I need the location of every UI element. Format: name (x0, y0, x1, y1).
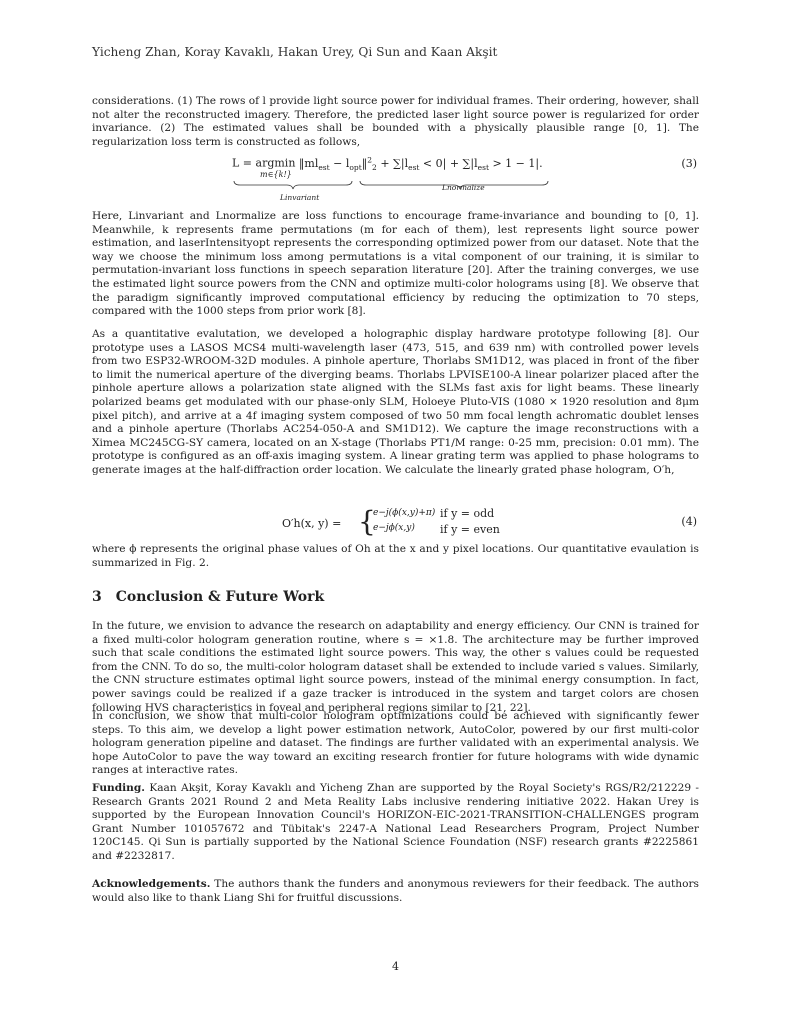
paragraph-text: where ϕ represents the original phase values of Oh at the x and y pixel locations. Our quantitative evaulation is summarized in Fig. 2. (92, 543, 699, 569)
section-heading (92, 589, 324, 605)
acknowledgements-paragraph (92, 878, 699, 911)
acknowledgements-label: Acknowledgements. (92, 878, 211, 890)
equation-number: (3) (681, 157, 697, 170)
paragraph-future-work (92, 620, 699, 721)
acknowledgements-text: The authors thank the funders and anonymous reviewers for their feedback. The authors would also like to thank Liang Shi for fruitful discussions. (92, 878, 699, 904)
paragraph-prototype (92, 328, 699, 484)
eq4-case2-expr: e−jϕ(x,y) (373, 523, 415, 533)
funding-paragraph (92, 782, 699, 870)
eq3-lhs: L = argmin (232, 156, 296, 170)
eq3-underbraces (232, 179, 552, 191)
paragraph-text: Here, Linvariant and Lnormalize are loss functions to encourage frame-invariance and bounding to [0, 1]. Meanwhile, k represents frame permutations (m for each of them), lest represents light source power estimation, and laserIntensityopt represents the corresponding optimized power from our dataset. Note that the way we choose the minimum loss among permutations is a vital component of our training, it is similar to permutation-invariant loss functions in speech separation literature [20]. After the training converges, we use the estimated light source powers from the CNN and optimize multi-color holograms using [8]. We observe that the paradigm significantly improved computational efficiency by reducing the optimization to 70 steps, compared with the 1000 steps from prior work [8]. (92, 210, 699, 318)
section-number: 3 (92, 589, 102, 605)
eq3-label-invariant: Linvariant (280, 193, 320, 202)
funding-text: Kaan Akşit, Koray Kavaklı and Yicheng Zhan are supported by the Royal Society's RGS/R2/212229 - Research Grants 2021 Round 2 and Meta Reality Labs inclusive rendering initiative 2022. Hakan Urey is supported by the European Innovation Council's HORIZON-EIC-2021-TRANSITION-CHALLENGES program Grant Number 101057672 and Tübitak's 2247-A National Lead Researchers Program, Project Number 120C145. Qi Sun is partially supported by the National Science Foundation (NSF) research grants #2225861 and #2232817. (92, 782, 700, 862)
eq4-brace: { (358, 505, 376, 538)
paragraph-conclusion (92, 710, 699, 784)
eq3-term1: $‖ml_{est}$ − $l_{opt}‖^2_2$ (298, 155, 377, 172)
paragraph-text: considerations. (1) The rows of l provide light source power for individual frames. Their ordering, however, shall not alter the reconstructed imagery. Therefore, the predicted laser light source power is regularized for order invariance. (2) The estimated values shall be bounded with a physically plausible range [0, 1]. The regularization loss term is constructed as follows, (92, 95, 699, 148)
eq4-case1-expr: e−j(ϕ(x,y)+π) (373, 508, 436, 518)
paragraph-text: In conclusion, we show that multi-color hologram optimizations could be achieved with significantly fewer steps. To this aim, we develop a light power estimation network, AutoColor, powered by our first multi-color hologram generation pipeline and dataset. The findings are further validated with an experimental analysis. We hope AutoColor to pave the way toward an exciting research frontier for future holograms with wide dynamic ranges at interactive rates. (92, 710, 699, 777)
running-head: Yicheng Zhan, Koray Kavaklı, Hakan Urey, Qi Sun and Kaan Akşit (92, 45, 498, 59)
equation-number: (4) (681, 515, 697, 528)
equation-4 (92, 507, 699, 543)
paragraph-regularization (92, 95, 699, 155)
paragraph-text: In the future, we envision to advance the research on adaptability and energy efficiency. Our CNN is trained for a fixed multi-color hologram generation routine, where s = ×1.8. The architecture may be further improved such that scale conditions the estimated light source powers. This way, the other s values could be requested from the CNN. To do so, the multi-color hologram dataset shall be extended to include varied s values. Similarly, the CNN structure estimates optimal light source powers, instead of the minimal energy consumption. In fact, power savings could be realized if a gaze tracker is introduced in the system and target colors are chosen following HVS characteristics in foveal and peripheral regions similar to [21, 22]. (92, 620, 699, 714)
eq4-lhs: O′h(x, y) = (282, 517, 342, 530)
page-number: 4 (392, 960, 399, 973)
eq4-case2-cond: if y = even (440, 523, 500, 536)
eq3-argmin-subscript: m∈{k!} (260, 170, 292, 179)
paragraph-text: As a quantitative evalutation, we developed a holographic display hardware prototype following [8]. Our prototype uses a LASOS MCS4 multi-wavelength laser (473, 515, and 639 nm) with controlled power levels from two ESP32-WROOM-32D modules. A pinhole aperture, Thorlabs SM1D12, was placed in front of the fiber to limit the numerical aperture of the diverging beams. Thorlabs LPVISE100-A linear polarizer placed after the pinhole aperture allows a polarization state aligned with the SLMs fast axis for light beams. These linearly polarized beams get modulated with our phase-only SLM, Holoeye Pluto-VIS (1080 × 1920 resolution and 8μm pixel pitch), and arrive at a 4f imaging system composed of two 50 mm focal length achromatic doublet lenses and a pinhole aperture (Thorlabs AC254-050-A and SM1D12). We capture the image reconstructions with a Ximea MC245CG-SY camera, located on an X-stage (Thorlabs PT1/M range: 0-25 mm, precision: 0.01 mm). The prototype is configured as an off-axis imaging system. A linear grating term was applied to phase holograms to generate images at the half-diffraction order location. We calculate the linearly grated phase hologram, O′h, (92, 328, 699, 476)
eq4-case1-cond: if y = odd (440, 507, 495, 520)
eq3-term2: + $\sum|l_{est} < 0| + \sum|l_{est} > 1 - 1|$. (380, 156, 543, 172)
funding-label: Funding. (92, 782, 145, 794)
paragraph-phase (92, 543, 699, 576)
section-title: Conclusion & Future Work (115, 589, 325, 605)
paragraph-losses (92, 210, 699, 325)
equation-3 (92, 155, 699, 205)
eq3-label-normalize: Lnormalize (442, 183, 485, 192)
